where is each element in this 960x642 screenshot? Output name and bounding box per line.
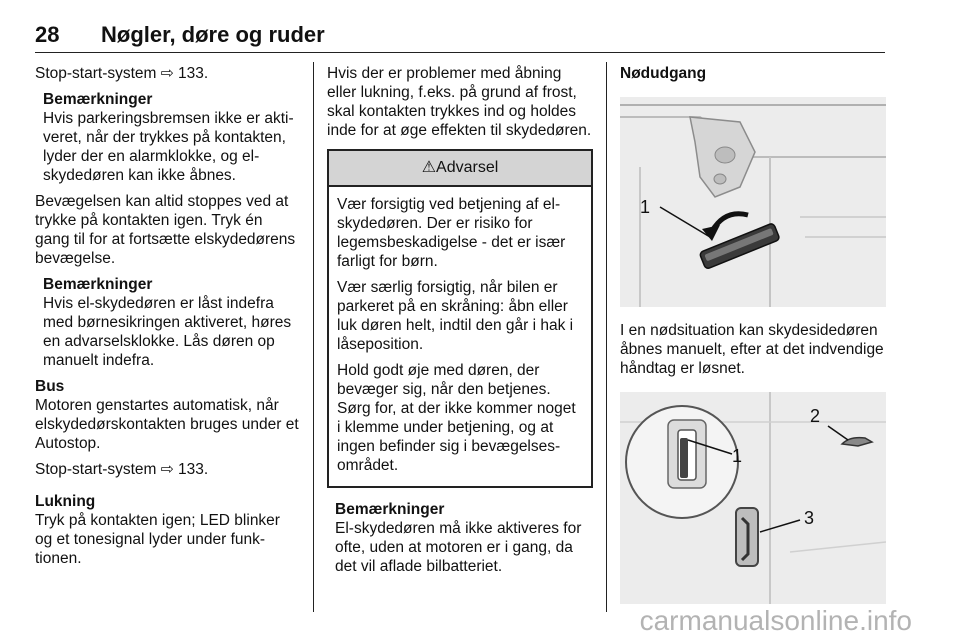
warning-box [327,149,593,488]
cross-reference: Stop-start-system ⇨ 133. [35,461,209,478]
warning-paragraph: Vær særlig forsigtig, når bilen er parkeret på en skråning: åbn eller luk døren helt, indtil den går i hak i låseposition. [337,279,574,353]
page-number: 28 [35,22,60,47]
emergency-handle-illustration [620,97,886,307]
callout-label: 1 [732,446,743,466]
warning-header [329,151,591,187]
warning-title: Advarsel [436,159,499,176]
cross-reference: Stop-start-system ⇨ 133. [35,65,209,82]
note-child-lock [35,275,301,370]
warning-paragraph: Hold godt øje med døren, der bevæger sig, når den betjenes. Sørg for, at der ikke kommer noget i klemme under betjening, og at ingen befinder sig i bevægelsesområdet. [337,362,576,474]
note-text: Hvis el-skydedøren er låst indefra med børnesikringen aktiveret, høres en advarselsklokke. Lås døren op manuelt indefra. [43,295,292,369]
note-text: El-skydedøren må ikke aktiveres for ofte, uden at motoren er i gang, da det vil aflade bilbatteriet. [335,520,582,575]
column-divider [606,62,607,612]
door-release-illustration [620,392,886,604]
warning-body [329,187,591,486]
column-2 [327,64,593,583]
figure-emergency-handle [620,97,886,307]
column-divider [313,62,314,612]
section-heading-closing: Lukning [35,493,96,510]
note-title: Bemærkninger [43,91,153,108]
paragraph: I en nødsituation kan skydesidedøren åbnes manuelt, efter at det indvendige håndtag er løsnet. [620,322,884,377]
callout-label: 1 [640,197,651,217]
paragraph: Hvis der er problemer med åbning eller lukning, f.eks. på grund af frost, skal kontakten trykkes ind og holdes inde for at øge effekten til skydedøren. [327,65,592,139]
column-3 [620,64,886,604]
note-battery [327,500,593,576]
note-title: Bemærkninger [43,276,153,293]
watermark-text: carmanualsonline.info [639,605,912,636]
paragraph: Motoren genstartes automatisk, når elskydedørskontakten bruges under et Autostop. [35,397,299,452]
chapter-title: Nøgler, døre og ruder [101,22,325,47]
note-parking-brake [35,90,301,185]
paragraph: Bevægelsen kan altid stoppes ved at trykke på kontakten igen. Tryk én gang til for at fortsætte elskydedørens bevægelse. [35,193,296,267]
note-title: Bemærkninger [335,501,445,518]
note-text: Hvis parkeringsbremsen ikke er aktiveret, når der trykkes på kontakten, lyder der en alarmklokke, og el-skydedøren kan ikke åbnes. [43,110,294,184]
page-header [35,0,885,53]
callout-label: 2 [810,406,821,426]
callout-label: 3 [804,508,815,528]
warning-icon: ⚠ [421,159,437,176]
section-heading-emergency-exit: Nødudgang [620,65,707,82]
warning-paragraph: Vær forsigtig ved betjening af el-skydedøren. Der er risiko for legemsbeskadigelse - det er især farligt for børn. [337,196,566,270]
figure-door-release [620,392,886,604]
section-heading-bus: Bus [35,378,65,395]
column-1 [35,64,301,575]
paragraph: Tryk på kontakten igen; LED blinker og et tonesignal lyder under funktionen. [35,512,280,567]
